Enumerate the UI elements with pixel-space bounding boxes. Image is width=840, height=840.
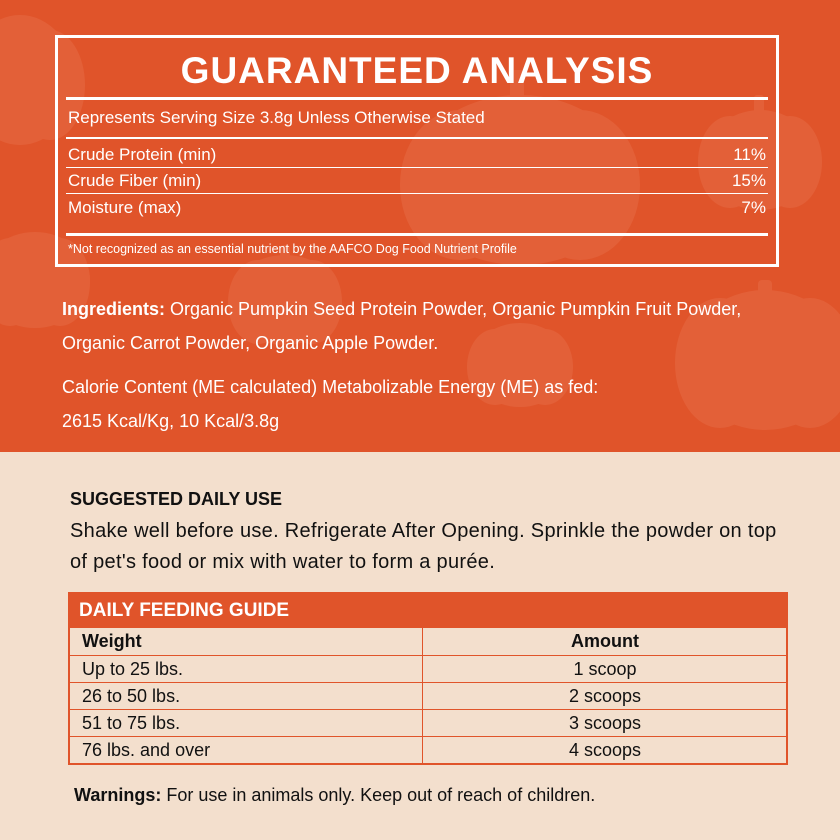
calorie-content (62, 370, 782, 438)
weight-cell: Up to 25 lbs. (82, 659, 184, 679)
header-amount: Amount (571, 631, 639, 651)
amount-cell: 1 scoop (573, 659, 637, 679)
nutrient-name: Crude Protein (min) (68, 145, 217, 164)
calorie-line-2: 2615 Kcal/Kg, 10 Kcal/3.8g (62, 411, 280, 431)
calorie-line-1: Calorie Content (ME calculated) Metabolizable Energy (ME) as fed: (62, 377, 599, 397)
analysis-row (66, 195, 768, 221)
table-row (70, 736, 786, 763)
analysis-row (66, 168, 768, 194)
header-weight: Weight (82, 631, 142, 651)
nutrient-value: 15% (731, 171, 766, 190)
weight-cell: 26 to 50 lbs. (82, 686, 181, 706)
weight-cell: 51 to 75 lbs. (82, 713, 181, 733)
amount-cell: 4 scoops (568, 740, 642, 760)
nutrient-value: 7% (741, 198, 766, 217)
nutrient-name: Crude Fiber (min) (68, 171, 202, 190)
feeding-guide-title: DAILY FEEDING GUIDE (79, 600, 290, 621)
serving-size-text: Represents Serving Size 3.8g Unless Otherwise Stated (68, 108, 485, 127)
table-row (70, 682, 786, 709)
daily-use-text: Shake well before use. Refrigerate After Opening. Sprinkle the powder on top of pet's food or mix with water to form a purée. (70, 520, 777, 573)
guaranteed-analysis-box (55, 35, 779, 267)
footnote-divider (66, 233, 768, 236)
ingredients-text: Organic Pumpkin Seed Protein Powder, Organic Pumpkin Fruit Powder, Organic Carrot Powder, Organic Apple Powder. (62, 299, 742, 353)
analysis-row (66, 142, 768, 168)
aafco-footnote: *Not recognized as an essential nutrient by the AAFCO Dog Food Nutrient Profile (68, 242, 517, 256)
analysis-title: GUARANTEED ANALYSIS (180, 50, 654, 91)
ingredients-label: Ingredients: (62, 299, 166, 319)
usage-panel (0, 452, 840, 840)
feeding-guide-title-bar (70, 594, 786, 628)
table-header-row (70, 628, 786, 655)
serving-divider (66, 137, 768, 139)
nutrient-name: Moisture (max) (68, 198, 182, 217)
table-row (70, 655, 786, 682)
feeding-guide-table (68, 592, 788, 765)
amount-cell: 2 scoops (568, 686, 642, 706)
warnings-label: Warnings: (74, 785, 162, 805)
daily-use-heading: SUGGESTED DAILY USE (70, 489, 283, 509)
warnings-body: For use in animals only. Keep out of reach of children. (161, 785, 596, 805)
nutrient-value: 11% (733, 145, 766, 164)
title-divider (66, 97, 768, 100)
ingredients-paragraph (62, 292, 782, 360)
warnings-text (74, 785, 595, 806)
amount-cell: 3 scoops (568, 713, 642, 733)
table-row (70, 709, 786, 736)
weight-cell: 76 lbs. and over (82, 740, 211, 760)
row-divider (66, 193, 768, 194)
